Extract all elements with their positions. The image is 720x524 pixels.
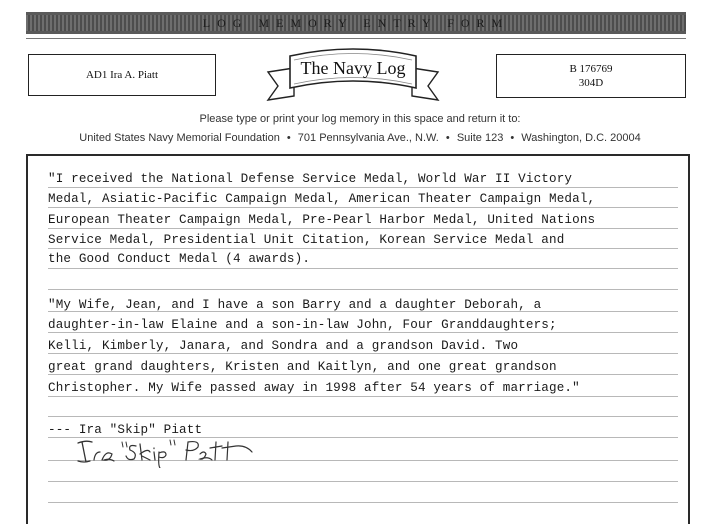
service-number-field (496, 54, 686, 98)
closing-attribution: --- Ira "Skip" Piatt (48, 423, 203, 437)
service-number: B 176769 (569, 63, 613, 75)
ruled-line (48, 268, 678, 269)
address-bullet: • (445, 132, 450, 144)
name-field (28, 54, 216, 96)
member-name: AD1 Ira A. Piatt (85, 69, 159, 81)
memory-text-line: the Good Conduct Medal (4 awards). (48, 252, 311, 266)
ruled-line (48, 228, 678, 229)
memory-text-line: Christopher. My Wife passed away in 1998 after 54 years of marriage." (48, 381, 580, 395)
form-title: LOG MEMORY ENTRY FORM (202, 16, 510, 30)
memory-text-line: great grand daughters, Kristen and Kaitlyn, and one great grandson (48, 360, 557, 374)
record-code: 304D (578, 77, 604, 89)
address-org: United States Navy Memorial Foundation (79, 132, 280, 144)
memory-text-line: "I received the National Defense Service Medal, World War II Victory (48, 172, 573, 186)
memory-text-line: daughter-in-law Elaine and a son-in-law John, Four Granddaughters; (48, 318, 557, 332)
ruled-line (48, 502, 678, 503)
ruled-line (48, 289, 678, 290)
ruled-line (48, 207, 678, 208)
memory-text-line: Service Medal, Presidential Unit Citation, Korean Service Medal and (48, 233, 565, 247)
return-address (0, 132, 720, 144)
ruled-line (48, 481, 678, 482)
memory-text-line: Medal, Asiatic-Pacific Campaign Medal, American Theater Campaign Medal, (48, 192, 596, 206)
memory-text-line: European Theater Campaign Medal, Pre-Pearl Harbor Medal, United Nations (48, 213, 596, 227)
logo-text: The Navy Log (300, 58, 406, 78)
address-bullet: • (510, 132, 515, 144)
handwritten-signature (76, 434, 266, 468)
ruled-line (48, 187, 678, 188)
memory-text-line: "My Wife, Jean, and I have a son Barry and a daughter Deborah, a (48, 298, 542, 312)
address-city: Washington, D.C. 20004 (521, 132, 641, 144)
ruled-line (48, 416, 678, 417)
ruled-line (48, 248, 678, 249)
ruled-line (48, 396, 678, 397)
address-bullet: • (286, 132, 291, 144)
form-instructions: Please type or print your log memory in this space and return it to: (199, 113, 521, 125)
form-header-band (26, 12, 686, 34)
address-street: 701 Pennsylvania Ave., N.W. (297, 132, 439, 144)
address-suite: Suite 123 (456, 132, 504, 144)
memory-text-line: Kelli, Kimberly, Janara, and Sondra and a grandson David. Two (48, 339, 519, 353)
navy-log-logo (264, 38, 442, 112)
